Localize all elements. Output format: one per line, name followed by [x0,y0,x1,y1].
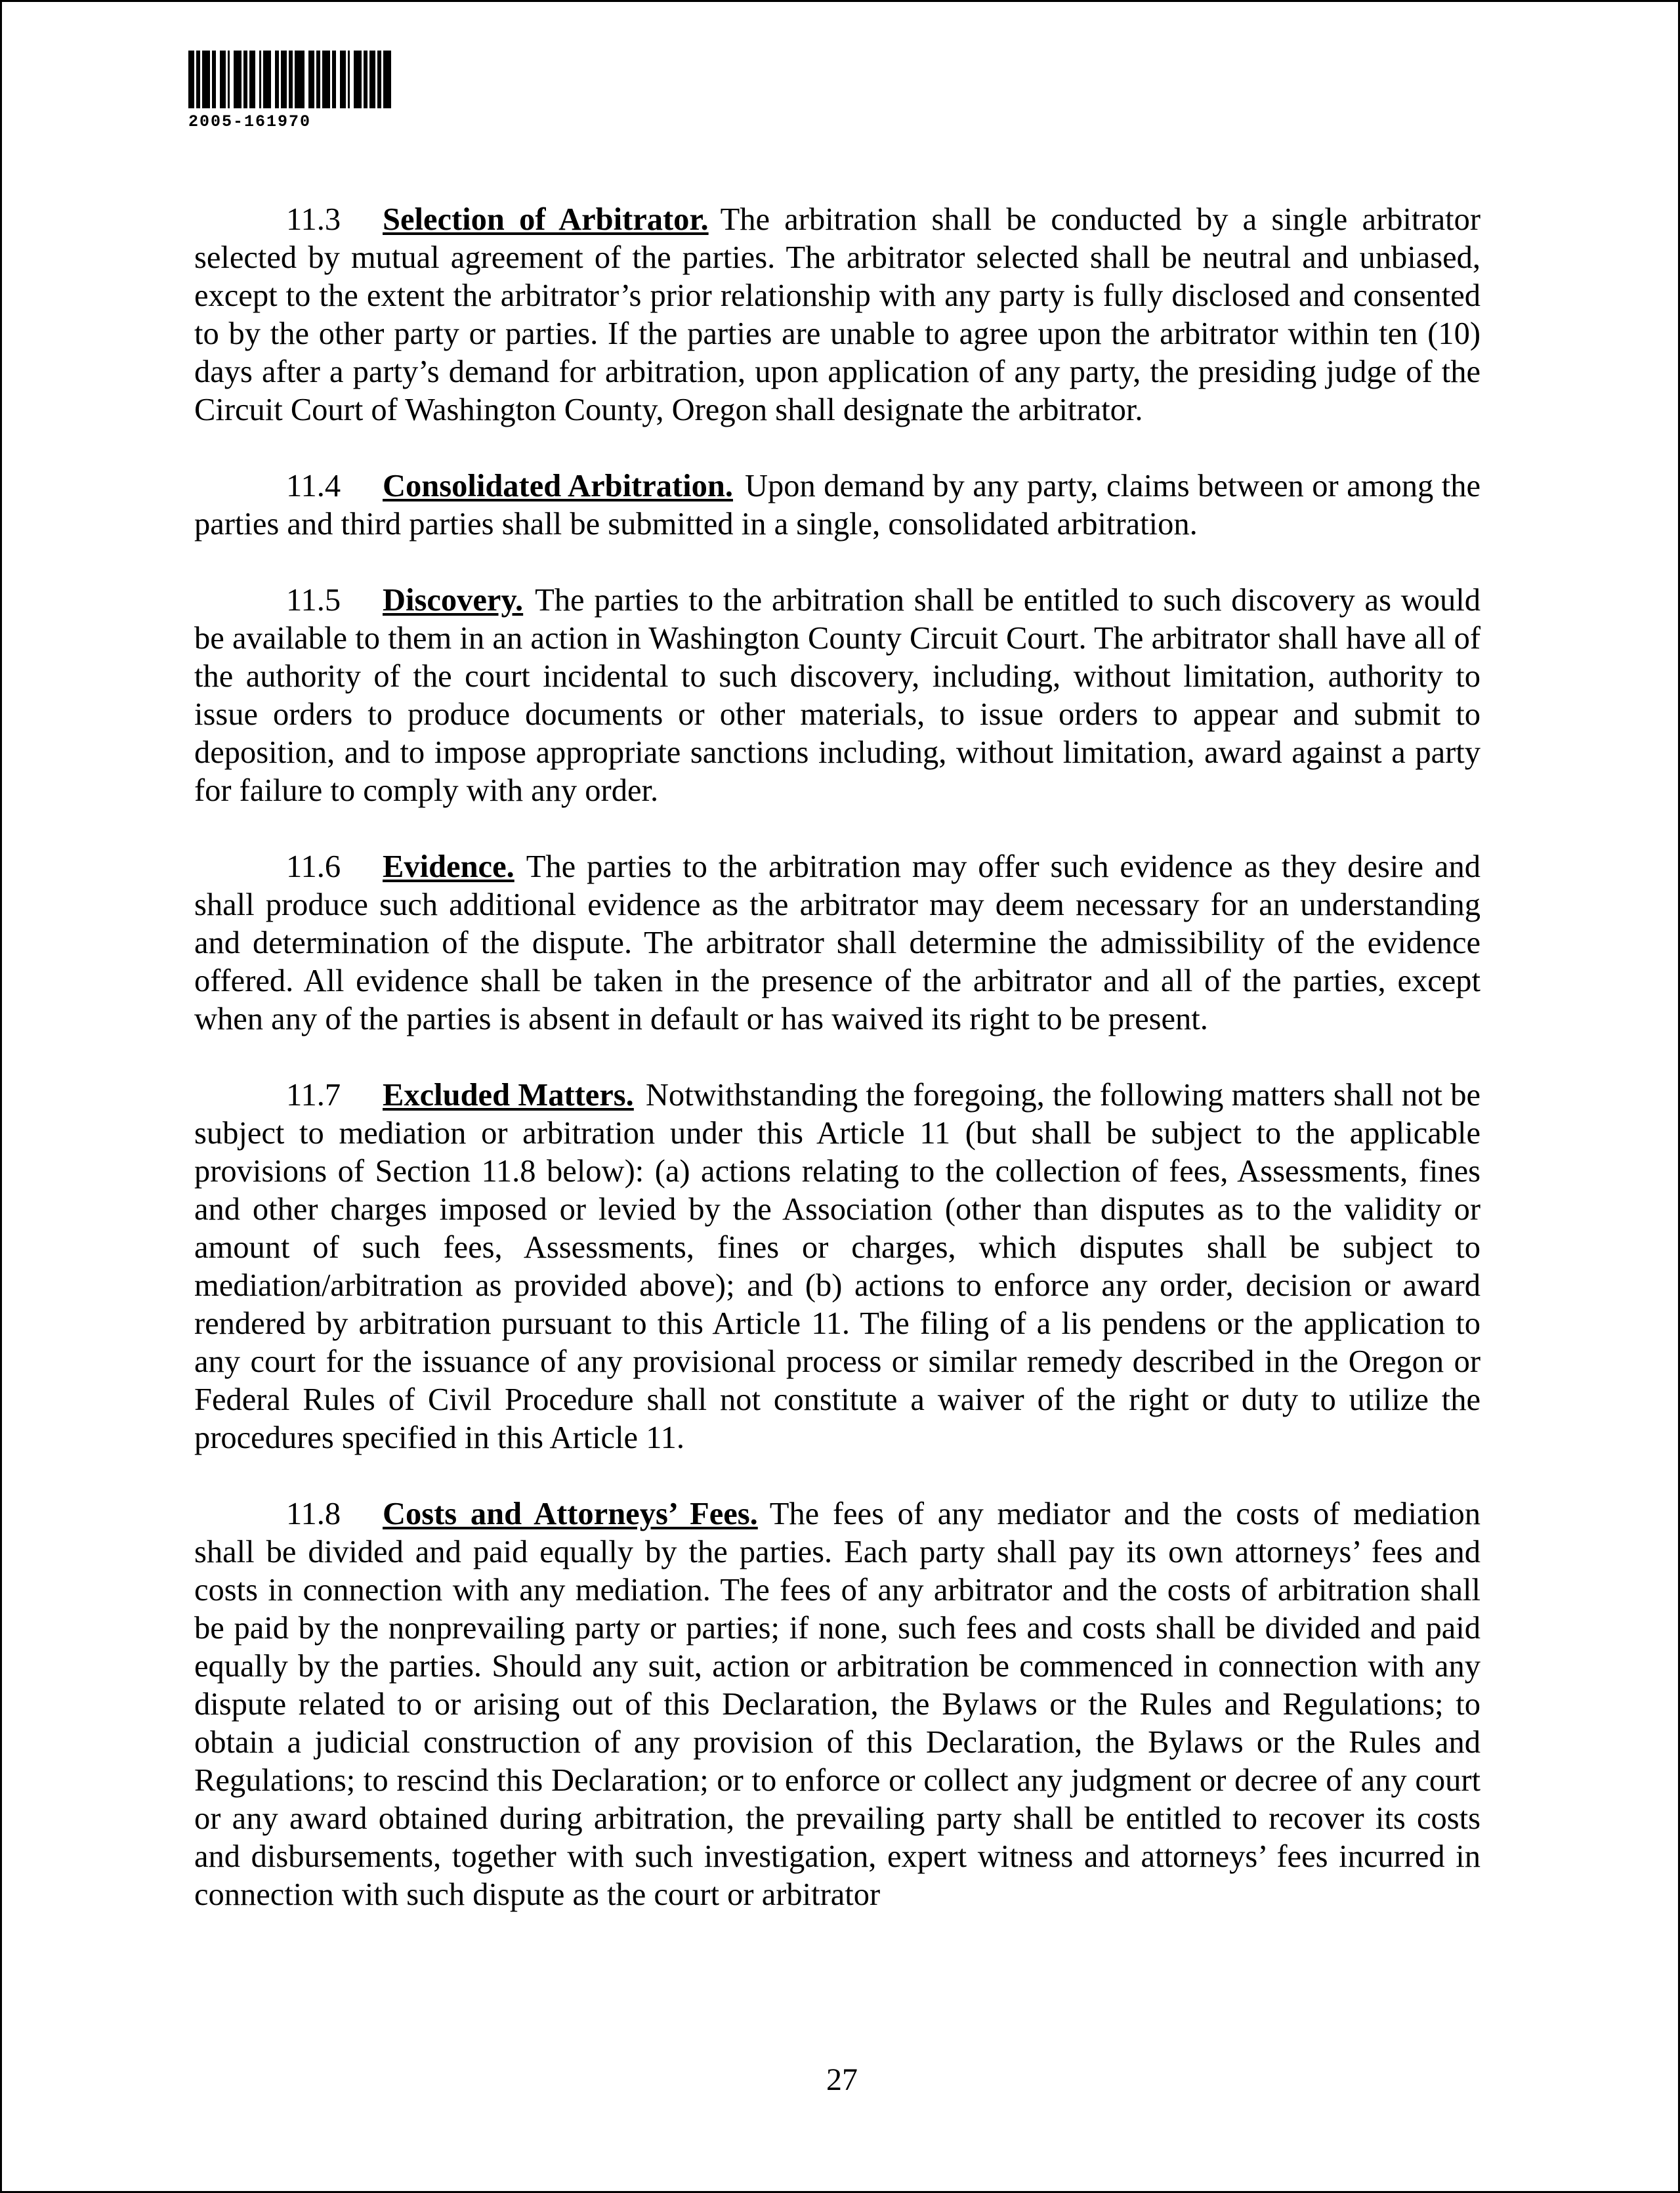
section-text: The fees of any mediator and the costs of mediation shall be divided and paid equally by the parties. Each party shall pay its own attorneys’ fees and costs in connection with any mediation. The fees of any arbitrator and the costs of arbitration shall be paid by the nonprevailing party or parties; if none, such fees and costs shall be divided and paid equally by the parties. Should any suit, action or arbitration be commenced in connection with any dispute related to or arising out of this Declaration, the Bylaws or the Rules and Regulations; to obtain a judicial construction of any provision of this Declaration, the Bylaws or the Rules and Regulations; to rescind this Declaration; or to enforce or collect any judgment or decree of any court or any award obtained during arbitration, the prevailing party shall be entitled to recover its costs and disbursements, together with such investigation, expert witness and attorneys’ fees incurred in connection with such dispute as the court or arbitrator [194,1497,1481,1912]
section-text: The parties to the arbitration shall be entitled to such discovery as would be available to them in an action in Washington County Circuit Court. The arbitrator shall have all of the authority of the court incidental to such discovery, including, without limitation, authority to issue orders to produce documents or other materials, to issue orders to appear and submit to deposition, and to impose appropriate sanctions including, without limitation, award against a party for failure to comply with any order. [194,583,1480,808]
section-number: 11.3 [286,202,341,237]
section-text: Upon demand by any party, claims between or among the parties and third parties shall be submitted in a single, consolidated arbitration. [194,469,1480,542]
page-number: 27 [826,2062,858,2097]
section-text: The parties to the arbitration may offer such evidence as they desire and shall produce such additional evidence as the arbitrator may deem necessary for an understanding and determination of the dispute. The arbitrator shall determine the admissibility of the evidence offered. All evidence shall be taken in the presence of the arbitrator and all of the parties, except when any of the parties is absent in default or has waived its right to be present. [194,849,1480,1036]
section-number: 11.6 [286,849,341,884]
section-number: 11.4 [286,469,341,503]
barcode-number: 2005-161970 [188,112,312,131]
section-11-4 [194,467,1480,543]
section-text: Notwithstanding the foregoing, the following matters shall not be subject to mediation or arbitration under this Article 11 (but shall be subject to the applicable provisions of Section 11.8 below): (a) actions relating to the collection of fees, Assessments, fines and other charges imposed or levied by the Association (other than disputes as to the validity or amount of such fees, Assessments, fines or charges, which disputes shall be subject to mediation/arbitration as provided above); and (b) actions to enforce any order, decision or award rendered by arbitration pursuant to this Article 11. The filing of a lis pendens or the application to any court for the issuance of any provisional process or similar remedy described in the Oregon or Federal Rules of Civil Procedure shall not constitute a waiver of the right or duty to utilize the procedures specified in this Article 11. [194,1078,1480,1455]
section-11-7 [194,1076,1480,1457]
section-text: The arbitration shall be conducted by a single arbitrator selected by mutual agreement of the parties. The arbitrator selected shall be neutral and unbiased, except to the extent the arbitrator’s prior relationship with any party is fully disclosed and consented to by the other party or parties. If the parties are unable to agree upon the arbitrator within ten (10) days after a party’s demand for arbitration, upon application of any party, the presiding judge of the Circuit Court of Washington County, Oregon shall designate the arbitrator. [194,202,1480,427]
section-heading: Evidence. [383,849,514,884]
section-heading: Discovery. [383,583,524,618]
section-number: 11.5 [286,583,341,618]
section-heading: Excluded Matters. [383,1078,634,1113]
section-11-5 [194,582,1480,810]
section-heading: Consolidated Arbitration. [383,469,733,503]
section-number: 11.7 [286,1078,341,1113]
section-11-3 [194,201,1480,429]
document-body [194,201,1480,1952]
section-heading: Costs and Attorneys’ Fees. [383,1497,758,1531]
barcode-icon [188,51,490,108]
section-heading: Selection of Arbitrator. [383,202,709,237]
section-11-8 [194,1495,1480,1914]
section-number: 11.8 [286,1497,341,1531]
section-11-6 [194,848,1480,1038]
recording-barcode [188,51,490,131]
